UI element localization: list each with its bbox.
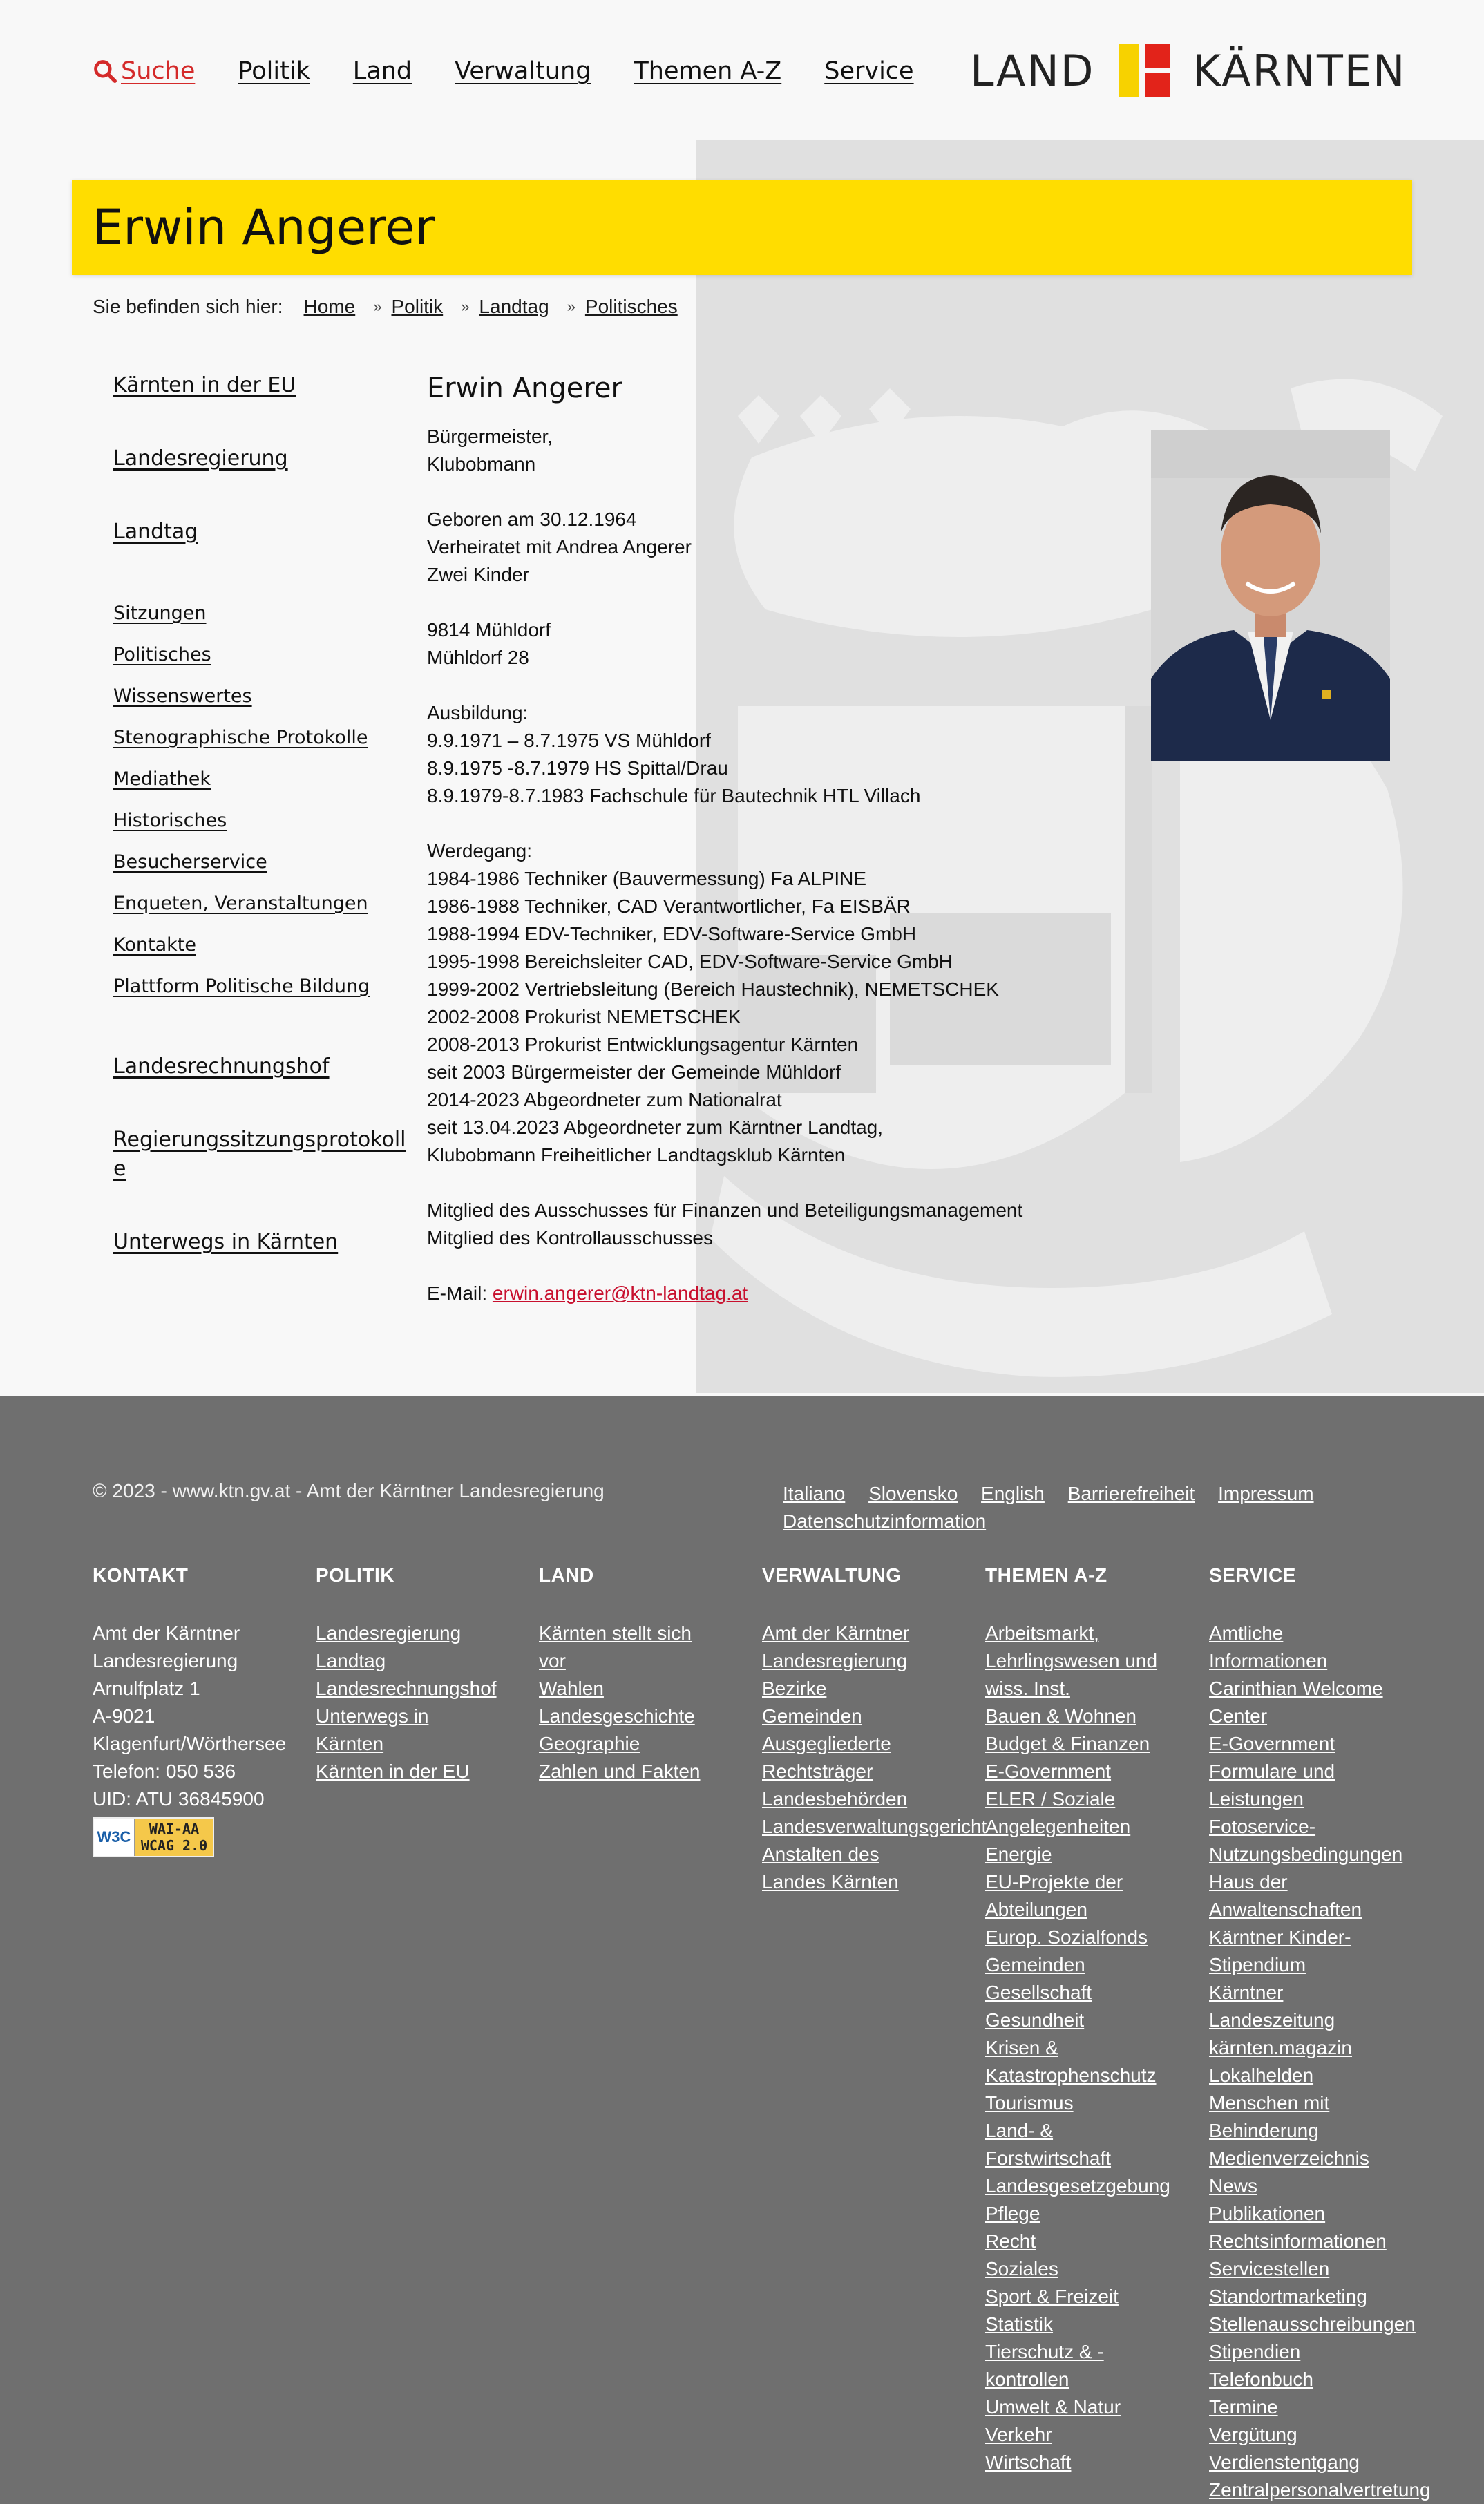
sidebar-item-protokolle[interactable]: Stenographische Protokolle	[113, 727, 368, 748]
footer-col-verwaltung	[762, 1562, 987, 1896]
contact-line: Amt der Kärntner	[93, 1622, 240, 1644]
sidebar-item-politische-bildung[interactable]: Plattform Politische Bildung	[113, 976, 370, 997]
footer-link[interactable]: Gesundheit	[985, 2009, 1085, 2031]
footer-link[interactable]: Behinderung	[1209, 2120, 1319, 2141]
footer-link[interactable]: Landesgesetzgebung	[985, 2175, 1170, 2197]
footer-link[interactable]: Kärnten	[316, 1733, 384, 1754]
top-navigation	[92, 54, 914, 88]
profile-career	[427, 837, 1118, 1169]
sidebar-item-landesrechnungshof[interactable]: Landesrechnungshof	[113, 1054, 330, 1079]
wai-aa-label	[134, 1819, 213, 1856]
career-line: 1988-1994 EDV-Techniker, EDV-Software-Service GmbH	[427, 923, 917, 945]
committee-line: Mitglied des Kontrollausschusses	[427, 1227, 713, 1249]
wcag-version: WCAG 2.0	[140, 1837, 208, 1854]
footer-link[interactable]: Anwaltenschaften	[1209, 1899, 1362, 1920]
footer-link[interactable]: Pflege	[985, 2203, 1040, 2224]
footer-link[interactable]: Telefonbuch	[1209, 2369, 1314, 2390]
footer-link[interactable]: E-Government	[985, 1761, 1112, 1782]
portrait-photo	[1151, 430, 1390, 761]
contact-line: UID: ATU 36845900	[93, 1788, 265, 1810]
career-line: 1995-1998 Bereichsleiter CAD, EDV-Software-Service GmbH	[427, 951, 953, 972]
footer-link[interactable]: Kärntner	[1209, 1982, 1284, 2003]
sidebar-item-kontakte[interactable]: Kontakte	[113, 934, 196, 956]
breadcrumb-home[interactable]: Home	[303, 296, 356, 317]
footer-col-themen	[985, 1562, 1206, 2476]
address-line: 9814 Mühldorf	[427, 619, 551, 641]
footer-link[interactable]: Landes Kärnten	[762, 1871, 899, 1893]
sidebar-item-besucherservice[interactable]: Besucherservice	[113, 851, 267, 873]
sidebar-item-landesregierung[interactable]: Landesregierung	[113, 446, 288, 471]
footer-link[interactable]: Haus der	[1209, 1871, 1288, 1893]
footer-link[interactable]: Land- &	[985, 2120, 1054, 2141]
profile-email	[427, 1280, 1118, 1307]
search-icon	[92, 58, 118, 84]
footer	[0, 1396, 1484, 2504]
sidebar-item-kaernten-eu[interactable]: Kärnten in der EU	[113, 373, 296, 397]
footer-link[interactable]: Bauen & Wohnen	[985, 1705, 1136, 1727]
footer-link[interactable]: Vergütung	[1209, 2424, 1297, 2445]
profile-name: Erwin Angerer	[427, 372, 622, 404]
profile-content	[427, 368, 1118, 1335]
footer-link[interactable]: ELER / Soziale	[985, 1788, 1116, 1810]
footer-link[interactable]: Publikationen	[1209, 2203, 1326, 2224]
footer-col-heading: VERWALTUNG	[762, 1564, 902, 1586]
career-line: 2008-2013 Prokurist Entwicklungsagentur Kärnten	[427, 1034, 859, 1055]
footer-link[interactable]: Landeszeitung	[1209, 2009, 1335, 2031]
profile-personal	[427, 506, 1118, 589]
search-link[interactable]	[92, 57, 195, 85]
footer-link[interactable]: Verkehr	[985, 2424, 1052, 2445]
address-line: Mühldorf 28	[427, 647, 529, 668]
education-line: 9.9.1971 – 8.7.1975 VS Mühldorf	[427, 730, 711, 751]
footer-link[interactable]: Katastrophenschutz	[985, 2065, 1157, 2086]
committee-line: Mitglied des Ausschusses für Finanzen und Beteiligungsmanagement	[427, 1199, 1023, 1221]
logo-mark-icon	[1119, 44, 1170, 97]
sidebar-item-historisches[interactable]: Historisches	[113, 810, 227, 831]
footer-link[interactable]: Kärntner Kinder-	[1209, 1926, 1351, 1948]
footer-link-impressum[interactable]: Impressum	[1218, 1483, 1314, 1504]
footer-link[interactable]: Energie	[985, 1843, 1052, 1865]
wai-level: WAI-AA	[149, 1821, 200, 1837]
footer-link[interactable]: Zentralpersonalvertretung	[1209, 2479, 1431, 2501]
footer-link[interactable]: Menschen mit	[1209, 2092, 1330, 2114]
footer-link[interactable]: Zahlen und Fakten	[539, 1761, 701, 1782]
footer-link[interactable]: Standortmarketing	[1209, 2286, 1367, 2307]
education-line: 8.9.1975 -8.7.1979 HS Spittal/Drau	[427, 757, 728, 779]
breadcrumb-separator-icon: »	[373, 298, 382, 315]
footer-link[interactable]: Krisen &	[985, 2037, 1058, 2058]
footer-link[interactable]: Gesellschaft	[985, 1982, 1092, 2003]
nav-politik[interactable]: Politik	[238, 57, 310, 85]
sidebar-item-sitzungen[interactable]: Sitzungen	[113, 603, 207, 624]
nav-verwaltung[interactable]: Verwaltung	[455, 57, 591, 85]
footer-link[interactable]: Stipendien	[1209, 2341, 1301, 2362]
breadcrumb-landtag[interactable]: Landtag	[479, 296, 549, 317]
footer-link[interactable]: News	[1209, 2175, 1258, 2197]
role-line: Bürgermeister,	[427, 426, 553, 447]
sidebar-item-mediathek[interactable]: Mediathek	[113, 768, 211, 790]
footer-link[interactable]: Landtag	[316, 1650, 386, 1671]
footer-link[interactable]: Tourismus	[985, 2092, 1074, 2114]
footer-col-heading: SERVICE	[1209, 1564, 1296, 1586]
sidebar-item-enqueten[interactable]: Enqueten, Veranstaltungen	[113, 893, 368, 914]
footer-link[interactable]: Termine	[1209, 2396, 1278, 2418]
footer-link[interactable]: Informationen	[1209, 1650, 1328, 1671]
career-line: 1999-2002 Vertriebsleitung (Bereich Haustechnik), NEMETSCHEK	[427, 978, 999, 1000]
breadcrumb-lead: Sie befinden sich hier:	[93, 296, 283, 317]
footer-link[interactable]: Rechtsträger	[762, 1761, 873, 1782]
personal-line: Geboren am 30.12.1964	[427, 509, 637, 530]
education-line: Ausbildung:	[427, 702, 529, 723]
career-line: 2014-2023 Abgeordneter zum Nationalrat	[427, 1089, 782, 1110]
breadcrumb	[93, 296, 678, 318]
footer-link[interactable]: Formulare und	[1209, 1761, 1335, 1782]
footer-link[interactable]: Angelegenheiten	[985, 1816, 1131, 1837]
career-line: 1984-1986 Techniker (Bauvermessung) Fa ALPINE	[427, 868, 867, 889]
sidebar-item-unterwegs[interactable]: Unterwegs in Kärnten	[113, 1230, 339, 1254]
footer-col-heading: LAND	[539, 1564, 594, 1586]
footer-link[interactable]: Landesverwaltungsgericht	[762, 1816, 987, 1837]
email-label: E-Mail:	[427, 1282, 488, 1304]
footer-col-land	[539, 1562, 760, 1785]
footer-link[interactable]: E-Government	[1209, 1733, 1335, 1754]
footer-link[interactable]: Sport & Freizeit	[985, 2286, 1119, 2307]
nav-land[interactable]: Land	[352, 57, 412, 85]
email-link[interactable]: erwin.angerer@ktn-landtag.at	[492, 1282, 748, 1304]
footer-link[interactable]: Landesrechnungshof	[316, 1678, 497, 1699]
footer-link[interactable]: Bezirke	[762, 1678, 827, 1699]
footer-link-slovensko[interactable]: Slovensko	[868, 1483, 958, 1504]
page-title: Erwin Angerer	[93, 199, 435, 256]
footer-col-service	[1209, 1562, 1430, 2504]
wcag-badge[interactable]	[93, 1817, 214, 1857]
footer-link-italiano[interactable]: Italiano	[783, 1483, 846, 1504]
footer-link[interactable]: kärnten.magazin	[1209, 2037, 1353, 2058]
career-line: seit 13.04.2023 Abgeordneter zum Kärntner Landtag,	[427, 1117, 884, 1138]
footer-link[interactable]: Gemeinden	[762, 1705, 862, 1727]
footer-link[interactable]: Recht	[985, 2230, 1036, 2252]
personal-line: Zwei Kinder	[427, 564, 529, 585]
career-line: 1986-1988 Techniker, CAD Verantwortlicher, Fa EISBÄR	[427, 895, 911, 917]
footer-link[interactable]: Budget & Finanzen	[985, 1733, 1150, 1754]
footer-link[interactable]: Amt der Kärntner	[762, 1622, 910, 1644]
land-kaernten-logo[interactable]	[970, 44, 1406, 97]
search-label: Suche	[121, 57, 196, 85]
footer-link[interactable]: Verdienstentgang	[1209, 2451, 1360, 2473]
footer-link[interactable]: Landesregierung	[762, 1650, 908, 1671]
footer-link[interactable]: Anstalten des	[762, 1843, 879, 1865]
career-line: seit 2003 Bürgermeister der Gemeinde Mühldorf	[427, 1061, 841, 1083]
footer-link[interactable]: Abteilungen	[985, 1899, 1087, 1920]
footer-link[interactable]: Statistik	[985, 2313, 1054, 2335]
footer-link-english[interactable]: English	[981, 1483, 1045, 1504]
footer-link[interactable]: Center	[1209, 1705, 1268, 1727]
breadcrumb-separator-icon: »	[461, 298, 470, 315]
w3c-logo-icon: W3C	[94, 1819, 134, 1856]
profile-committees	[427, 1197, 1118, 1252]
career-line: Werdegang:	[427, 840, 533, 862]
education-line: 8.9.1979-8.7.1983 Fachschule für Bautechnik HTL Villach	[427, 785, 921, 806]
footer-link[interactable]: vor	[539, 1650, 566, 1671]
breadcrumb-politik[interactable]: Politik	[391, 296, 444, 317]
footer-col-heading: KONTAKT	[93, 1564, 189, 1586]
sidebar-item-regierungsprotokolle[interactable]: Regierungssitzungsprotokoll	[113, 1128, 406, 1152]
footer-col-heading: THEMEN A-Z	[985, 1564, 1107, 1586]
personal-line: Verheiratet mit Andrea Angerer	[427, 536, 692, 558]
contact-line: Telefon: 050 536	[93, 1761, 236, 1782]
footer-link[interactable]: EU-Projekte der	[985, 1871, 1123, 1893]
page-title-bar	[72, 180, 1412, 275]
career-line: Klubobmann Freiheitlicher Landtagsklub Kärnten	[427, 1144, 846, 1166]
career-line: 2002-2008 Prokurist NEMETSCHEK	[427, 1006, 741, 1027]
breadcrumb-separator-icon: »	[567, 298, 575, 315]
profile-address	[427, 616, 1118, 672]
footer-link-barrierefreiheit[interactable]: Barrierefreiheit	[1067, 1483, 1195, 1504]
contact-line: Klagenfurt/Wörthersee	[93, 1733, 287, 1754]
footer-link[interactable]: Leistungen	[1209, 1788, 1304, 1810]
footer-link[interactable]: Soziales	[985, 2258, 1058, 2279]
footer-copyright: © 2023 - www.ktn.gv.at - Amt der Kärntner Landesregierung	[93, 1480, 605, 1501]
role-line: Klubobmann	[427, 453, 536, 475]
footer-link[interactable]: Forstwirtschaft	[985, 2147, 1112, 2169]
breadcrumb-politisches[interactable]: Politisches	[584, 296, 678, 317]
logo-word-land: LAND	[970, 45, 1095, 96]
footer-col-kontakt	[93, 1562, 314, 1857]
footer-link[interactable]: Stipendium	[1209, 1954, 1306, 1975]
footer-link[interactable]: Kärnten stellt sich	[539, 1622, 692, 1644]
nav-service[interactable]: Service	[824, 57, 914, 85]
sidebar-item-regierungsprotokolle-cont[interactable]: e	[113, 1157, 126, 1181]
footer-link[interactable]: Tierschutz & -	[985, 2341, 1104, 2362]
sidebar-item-wissenswertes[interactable]: Wissenswertes	[113, 685, 252, 707]
footer-link[interactable]: kontrollen	[985, 2369, 1069, 2390]
footer-link[interactable]: Wahlen	[539, 1678, 604, 1699]
profile-roles	[427, 423, 1118, 478]
sidebar-item-landtag[interactable]: Landtag	[113, 520, 198, 544]
footer-link[interactable]: wiss. Inst.	[985, 1678, 1070, 1699]
footer-link[interactable]: Kärnten in der EU	[316, 1761, 470, 1782]
contact-line: Landesregierung	[93, 1650, 238, 1671]
footer-link[interactable]: Rechtsinformationen	[1209, 2230, 1387, 2252]
footer-link-datenschutz[interactable]: Datenschutzinformation	[783, 1510, 987, 1532]
logo-word-kaernten: KÄRNTEN	[1192, 45, 1407, 96]
contact-line: Arnulfplatz 1	[93, 1678, 200, 1699]
footer-link[interactable]: Europ. Sozialfonds	[985, 1926, 1148, 1948]
footer-legal-links	[783, 1480, 1405, 1535]
footer-link[interactable]: Umwelt & Natur	[985, 2396, 1121, 2418]
footer-link[interactable]: Geographie	[539, 1733, 640, 1754]
footer-link[interactable]: Wirtschaft	[985, 2451, 1072, 2473]
footer-link[interactable]: Landesbehörden	[762, 1788, 908, 1810]
profile-education	[427, 699, 1118, 810]
footer-link[interactable]: Lehrlingswesen und	[985, 1650, 1158, 1671]
footer-col-heading: POLITIK	[316, 1564, 394, 1586]
footer-link[interactable]: Stellenausschreibungen	[1209, 2313, 1416, 2335]
footer-link[interactable]: Gemeinden	[985, 1954, 1085, 1975]
footer-link[interactable]: Landesregierung	[316, 1622, 462, 1644]
footer-link[interactable]: Arbeitsmarkt,	[985, 1622, 1099, 1644]
footer-link[interactable]: Landesgeschichte	[539, 1705, 695, 1727]
footer-link[interactable]: Lokalhelden	[1209, 2065, 1314, 2086]
footer-link[interactable]: Nutzungsbedingungen	[1209, 1843, 1403, 1865]
sidebar-item-politisches[interactable]: Politisches	[113, 644, 211, 665]
footer-link[interactable]: Ausgegliederte	[762, 1733, 891, 1754]
footer-link[interactable]: Unterwegs in	[316, 1705, 429, 1727]
footer-col-politik	[316, 1562, 537, 1785]
footer-link[interactable]: Fotoservice-	[1209, 1816, 1316, 1837]
footer-link[interactable]: Medienverzeichnis	[1209, 2147, 1369, 2169]
footer-link[interactable]: Amtliche	[1209, 1622, 1284, 1644]
footer-link[interactable]: Carinthian Welcome	[1209, 1678, 1383, 1699]
footer-link[interactable]: Servicestellen	[1209, 2258, 1330, 2279]
contact-line: A-9021	[93, 1705, 155, 1727]
nav-themen[interactable]: Themen A-Z	[634, 57, 782, 85]
